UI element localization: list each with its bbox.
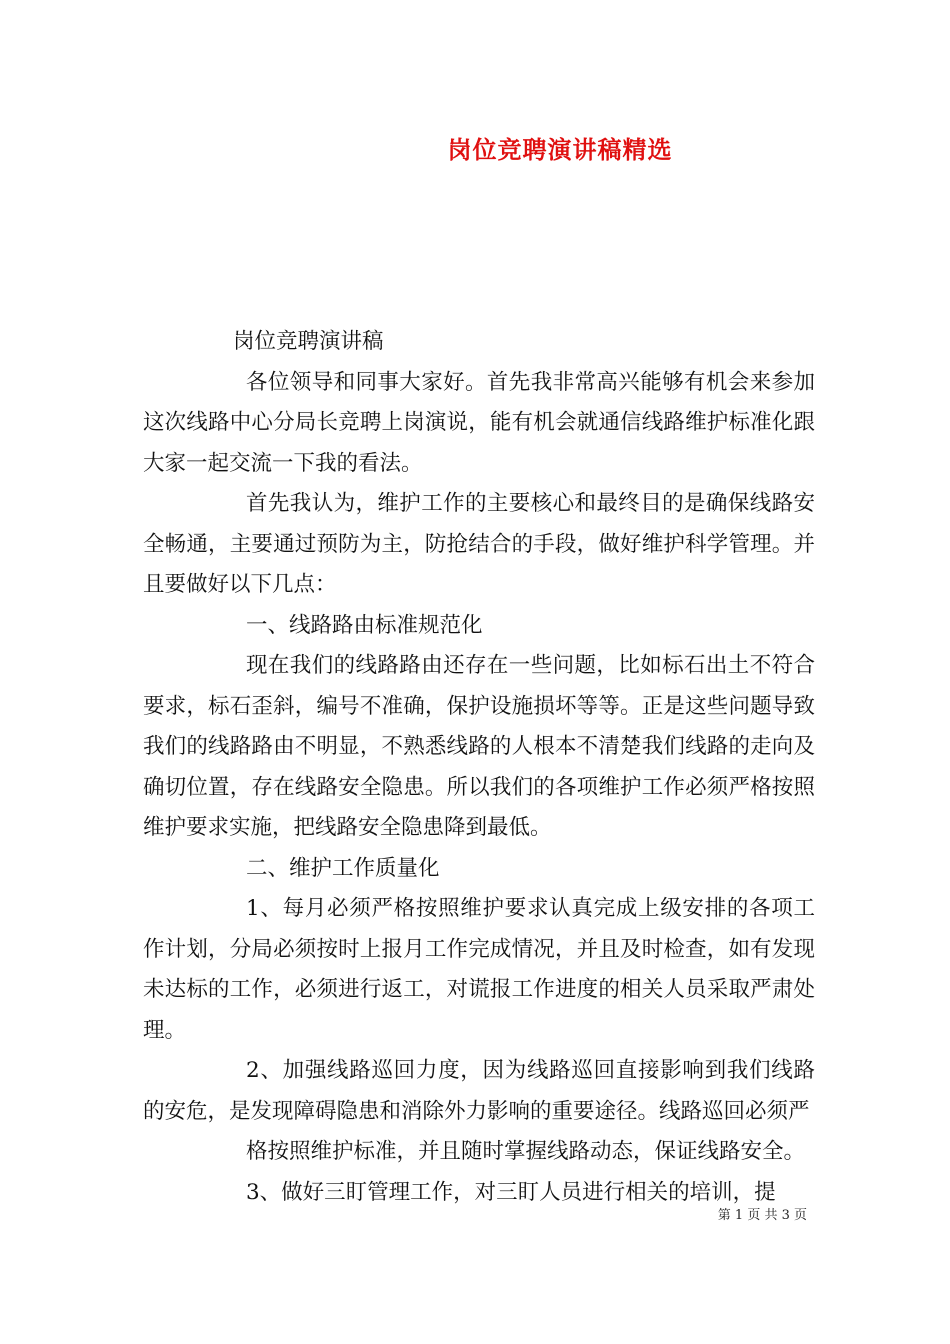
- document-body: [143, 322, 815, 1213]
- paragraph-item-3: 3、做好三盯管理工作，对三盯人员进行相关的培训，提: [246, 1179, 776, 1205]
- paragraph-greeting: 各位领导和同事大家好。首先我非常高兴能够有机会来参加这次线路中心分局长竞聘上岗演说，能有机会就通信线路维护标准化跟大家一起交流一下我的看法。: [143, 369, 815, 476]
- paragraph-item-2-continued: 格按照维护标准，并且随时掌握线路动态，保证线路安全。: [246, 1139, 806, 1164]
- section-heading-2: 二、维护工作质量化: [246, 855, 440, 881]
- paragraph-item-1: 1、每月必须严格按照维护要求认真完成上级安排的各项工作计划，分局必须按时上报月工作完成情况，并且及时检查，如有发现未达标的工作，必须进行返工，对谎报工作进度的相关人员采取严肃处理。: [143, 896, 815, 1043]
- paragraph-intro: 首先我认为，维护工作的主要核心和最终目的是确保线路安全畅通，主要通过预防为主，防抢结合的手段，做好维护科学管理。并且要做好以下几点：: [143, 491, 815, 597]
- document-title: 岗位竞聘演讲稿精选: [447, 135, 673, 164]
- page-number: 第 1 页 共 3 页: [717, 1208, 807, 1223]
- paragraph-item-2: 2、加强线路巡回力度，因为线路巡回直接影响到我们线路的安危，是发现障碍隐患和消除外力影响的重要途径。线路巡回必须严: [143, 1058, 815, 1124]
- document-heading: 岗位竞聘演讲稿: [233, 329, 384, 354]
- paragraph-section-1: 现在我们的线路路由还存在一些问题，比如标石出土不符合要求，标石歪斜，编号不准确，保护设施损坏等等。正是这些问题导致我们的线路路由不明显，不熟悉线路的人根本不清楚我们线路的走向及确切位置，存在线路安全隐患。所以我们的各项维护工作必须严格按照维护要求实施，把线路安全隐患降到最低。: [143, 653, 815, 840]
- section-heading-1: 一、线路路由标准规范化: [246, 612, 483, 638]
